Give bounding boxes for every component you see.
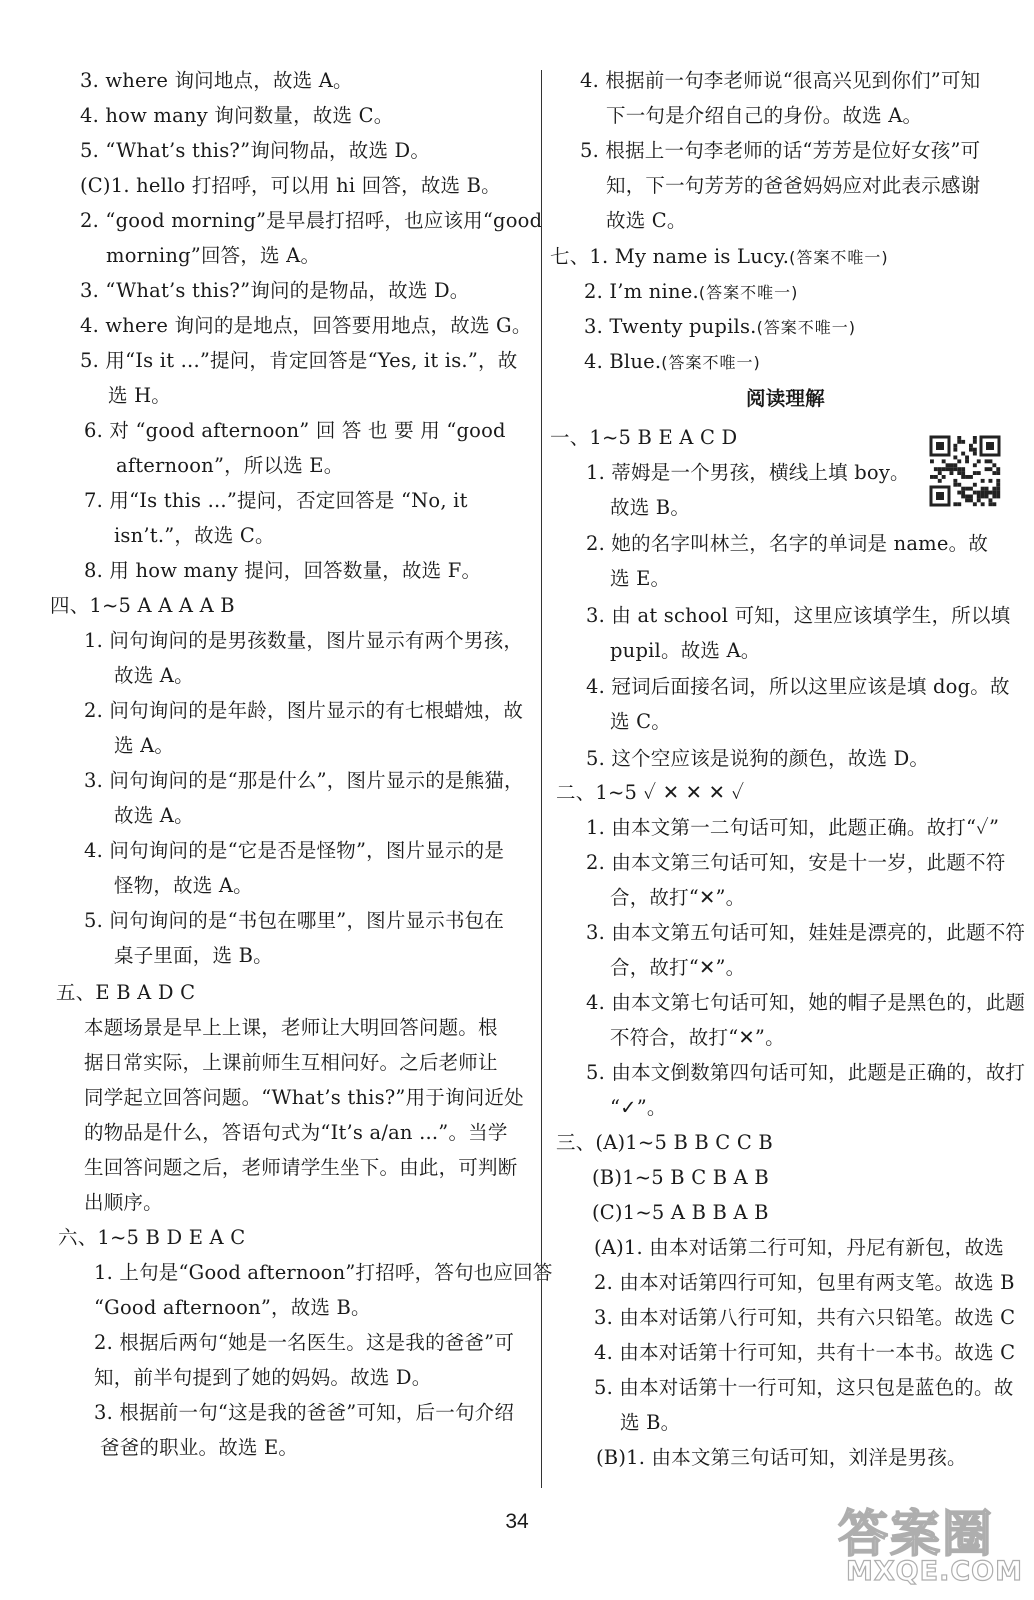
left-line-6: morning”回答，选 A。 — [106, 244, 321, 267]
left-line-34: 六、1~5 B D E A C — [58, 1226, 246, 1249]
handwritten-note: (答案不唯一) — [756, 318, 857, 337]
qr-module — [953, 444, 957, 448]
left-line-14: isn’t.”，故选 C。 — [114, 524, 275, 547]
right-line-23: 2. 由本文第三句话可知，安是十一岁，此题不符 — [586, 851, 1006, 874]
qr-module — [973, 471, 977, 475]
left-line-5: 2. “good morning”是早晨打招呼，也应该用“good — [80, 209, 543, 232]
qr-module — [996, 479, 1000, 483]
qr-module — [961, 452, 965, 456]
qr-module — [930, 475, 934, 479]
qr-module — [957, 436, 961, 440]
left-line-40: 爸爸的职业。故选 E。 — [100, 1436, 299, 1459]
qr-module — [942, 459, 946, 463]
left-line-8: 4. where 询问的是地点，回答要用地点，故选 G。 — [80, 314, 532, 337]
left-line-30: 同学起立回答问题。“What’s this?”用于询问近处 — [84, 1086, 524, 1109]
qr-module — [973, 440, 977, 444]
qr-module — [989, 459, 993, 463]
right-line-35: 2. 由本对话第四行可知，包里有两支笔。故选 B — [594, 1271, 1015, 1294]
right-line-3: 5. 根据上一句李老师的话“芳芳是位好女孩”可 — [580, 139, 981, 162]
qr-module — [989, 498, 993, 502]
left-line-11: 6. 对 “good afternoon” 回 答 也 要 用 “good — [84, 419, 506, 442]
left-line-20: 选 A。 — [114, 734, 175, 757]
qr-module — [973, 463, 977, 467]
qr-module — [985, 487, 989, 491]
qr-module — [985, 495, 989, 499]
qr-module — [953, 456, 957, 460]
qr-module — [973, 436, 977, 440]
qr-module — [969, 448, 973, 452]
qr-module — [950, 463, 954, 467]
qr-module — [977, 498, 981, 502]
right-line-7: 2. I’m nine.(答案不唯一) — [584, 280, 799, 303]
left-line-23: 4. 问句询问的是“它是否是怪物”，图片显示的是 — [84, 839, 505, 862]
left-line-38: 知，前半句提到了她的妈妈。故选 D。 — [94, 1366, 432, 1389]
qr-module — [985, 459, 989, 463]
qr-module — [981, 491, 985, 495]
right-line-8: 3. Twenty pupils.(答案不唯一) — [584, 315, 857, 338]
qr-module — [973, 483, 977, 487]
qr-module — [996, 467, 1000, 471]
left-line-31: 的物品是什么，答语句式为“It’s a/an ...”。当学 — [84, 1121, 508, 1144]
left-line-22: 故选 A。 — [114, 804, 194, 827]
qr-module — [965, 475, 969, 479]
qr-module — [953, 483, 957, 487]
watermark-url: MXQE.COM — [846, 1556, 1023, 1587]
right-line-30: “✓”。 — [610, 1096, 667, 1119]
qr-module — [992, 491, 996, 495]
qr-module — [992, 471, 996, 475]
qr-module — [996, 471, 1000, 475]
qr-module — [942, 467, 946, 471]
left-line-13: 7. 用“Is this ...”提问，否定回答是 “No, it — [84, 489, 468, 512]
qr-module — [989, 479, 993, 483]
qr-module — [992, 463, 996, 467]
qr-module — [946, 467, 950, 471]
watermark-text: 答案圈 — [838, 1505, 994, 1563]
handwritten-note: (答案不唯一) — [698, 283, 799, 302]
qr-module — [989, 502, 993, 506]
qr-module — [950, 467, 954, 471]
left-line-12: afternoon”，所以选 E。 — [116, 454, 344, 477]
qr-module — [942, 475, 946, 479]
qr-module — [953, 463, 957, 467]
left-line-9: 5. 用“Is it ...”提问，肯定回答是“Yes, it is.”，故 — [80, 349, 518, 372]
qr-module — [946, 463, 950, 467]
left-line-16: 四、1~5 A A A A B — [50, 594, 235, 617]
right-line-33: (C)1~5 A B B A B — [592, 1201, 769, 1224]
qr-module — [957, 459, 961, 463]
left-line-25: 5. 问句询问的是“书包在哪里”，图片显示书包在 — [84, 909, 505, 932]
qr-module — [965, 456, 969, 460]
qr-module — [981, 502, 985, 506]
qr-module — [977, 495, 981, 499]
qr-code-icon[interactable] — [928, 434, 1002, 508]
right-line-21: 二、1~5 ✓ ✕ ✕ ✕ ✓ — [556, 781, 745, 804]
qr-module — [989, 491, 993, 495]
column-divider — [541, 70, 542, 1488]
left-line-7: 3. “What’s this?”询问的是物品，故选 D。 — [80, 279, 470, 302]
right-line-6: 七、1. My name is Lucy.(答案不唯一) — [550, 245, 889, 268]
left-line-32: 生回答问题之后，老师请学生坐下。由此，可判断 — [84, 1156, 518, 1179]
qr-module — [992, 502, 996, 506]
qr-module — [957, 483, 961, 487]
left-line-17: 1. 问句询问的是男孩数量，图片显示有两个男孩， — [84, 629, 524, 652]
qr-module — [996, 483, 1000, 487]
qr-module — [938, 471, 942, 475]
qr-module — [985, 491, 989, 495]
left-line-4: (C)1. hello 打招呼，可以用 hi 回答，故选 B。 — [80, 174, 501, 197]
left-line-28: 本题场景是早上上课，老师让大明回答问题。根 — [84, 1016, 498, 1039]
left-line-19: 2. 问句询问的是年龄，图片显示的有七根蜡烛，故 — [84, 699, 524, 722]
left-line-21: 3. 问句询问的是“那是什么”，图片显示的是熊猫， — [84, 769, 524, 792]
qr-module — [969, 495, 973, 499]
right-line-22: 1. 由本文第一二句话可知，此题正确。故打“✓” — [586, 816, 1000, 839]
right-column — [550, 64, 1034, 1504]
qr-module — [961, 471, 965, 475]
right-line-12: 1. 蒂姆是一个男孩，横线上填 boy。 — [586, 461, 910, 484]
qr-module — [953, 502, 957, 506]
qr-module — [953, 448, 957, 452]
left-line-1: 3. where 询问地点，故选 A。 — [80, 69, 353, 92]
right-line-40: (B)1. 由本文第三句话可知，刘洋是男孩。 — [596, 1446, 967, 1469]
qr-module — [996, 491, 1000, 495]
right-line-14: 2. 她的名字叫林兰，名字的单词是 name。故 — [586, 532, 989, 555]
right-line-27: 4. 由本文第七句话可知，她的帽子是黑色的，此题 — [586, 991, 1026, 1014]
left-line-35: 1. 上句是“Good afternoon”打招呼，答句也应回答 — [94, 1261, 553, 1284]
qr-module — [973, 452, 977, 456]
right-line-9: 4. Blue.(答案不唯一) — [584, 350, 761, 373]
right-line-18: 4. 冠词后面接名词，所以这里应该是填 dog。故 — [586, 675, 1010, 698]
right-line-13: 故选 B。 — [610, 496, 691, 519]
qr-module — [957, 467, 961, 471]
right-line-29: 5. 由本文倒数第四句话可知，此题是正确的，故打 — [586, 1061, 1026, 1084]
qr-module — [957, 471, 961, 475]
qr-module — [965, 498, 969, 502]
right-line-36: 3. 由本对话第八行可知，共有六只铅笔。故选 C — [594, 1306, 1016, 1329]
left-line-10: 选 H。 — [108, 384, 172, 407]
qr-module — [965, 495, 969, 499]
qr-module — [961, 467, 965, 471]
right-line-20: 5. 这个空应该是说狗的颜色，故选 D。 — [586, 747, 930, 770]
left-line-36: “Good afternoon”，故选 B。 — [94, 1296, 371, 1319]
qr-module — [973, 448, 977, 452]
left-line-2: 4. how many 询问数量，故选 C。 — [80, 104, 394, 127]
right-line-37: 4. 由本对话第十行可知，共有十一本书。故选 C — [594, 1341, 1016, 1364]
qr-module — [981, 495, 985, 499]
left-line-27: 五、E B A D C — [56, 981, 196, 1004]
left-line-15: 8. 用 how many 提问，回答数量，故选 F。 — [84, 559, 482, 582]
qr-module — [950, 471, 954, 475]
right-line-4: 知，下一句芳芳的爸爸妈妈应对此表示感谢 — [606, 174, 981, 197]
qr-module — [969, 444, 973, 448]
page-number: 34 — [505, 1510, 529, 1533]
left-line-29: 据日常实际，上课前师生互相问好。之后老师让 — [84, 1051, 498, 1074]
right-line-15: 选 E。 — [610, 567, 671, 590]
qr-module — [973, 502, 977, 506]
qr-module — [938, 479, 942, 483]
right-line-25: 3. 由本文第五句话可知，娃娃是漂亮的，此题不符 — [586, 921, 1026, 944]
qr-module — [969, 475, 973, 479]
qr-module — [930, 459, 934, 463]
right-line-11: 一、1~5 B E A C D — [550, 426, 738, 449]
left-line-37: 2. 根据后两句“她是一名医生。这是我的爸爸”可 — [94, 1331, 515, 1354]
qr-module — [989, 467, 993, 471]
right-line-34: (A)1. 由本对话第二行可知，丹尼有新包，故选 — [594, 1236, 1004, 1259]
left-line-3: 5. “What’s this?”询问物品，故选 D。 — [80, 139, 431, 162]
qr-module — [977, 459, 981, 463]
left-line-18: 故选 A。 — [114, 664, 194, 687]
qr-module — [981, 479, 985, 483]
right-line-2: 下一句是介绍自己的身份。故选 A。 — [606, 104, 923, 127]
right-line-32: (B)1~5 B C B A B — [592, 1166, 769, 1189]
qr-module — [961, 487, 965, 491]
handwritten-note: (答案不唯一) — [661, 353, 761, 372]
right-line-24: 合，故打“✕”。 — [610, 886, 746, 909]
qr-module — [977, 491, 981, 495]
qr-module — [953, 479, 957, 483]
right-line-1: 4. 根据前一句李老师说“很高兴见到你们”可知 — [580, 69, 981, 92]
qr-module — [977, 471, 981, 475]
qr-module — [996, 495, 1000, 499]
qr-module — [957, 502, 961, 506]
right-line-26: 合，故打“✕”。 — [610, 956, 746, 979]
right-line-19: 选 C。 — [610, 710, 671, 733]
right-line-31: 三、(A)1~5 B B C C B — [556, 1131, 773, 1154]
qr-module — [992, 495, 996, 499]
qr-module — [965, 487, 969, 491]
qr-module — [953, 467, 957, 471]
qr-module — [981, 487, 985, 491]
left-line-39: 3. 根据前一句“这是我的爸爸”可知，后一句介绍 — [94, 1401, 515, 1424]
qr-module — [969, 487, 973, 491]
qr-module — [934, 475, 938, 479]
qr-module — [992, 487, 996, 491]
left-line-24: 怪物，故选 A。 — [114, 874, 253, 897]
qr-module — [957, 440, 961, 444]
qr-module — [965, 459, 969, 463]
qr-module — [969, 498, 973, 502]
qr-module — [973, 491, 977, 495]
qr-module — [957, 491, 961, 495]
right-line-39: 选 B。 — [620, 1411, 681, 1434]
right-line-17: pupil。故选 A。 — [610, 639, 761, 662]
right-line-16: 3. 由 at school 可知，这里应该填学生，所以填 — [586, 604, 1011, 627]
right-line-5: 故选 C。 — [606, 209, 687, 232]
qr-module — [996, 487, 1000, 491]
qr-module — [961, 495, 965, 499]
right-line-28: 不符合，故打“✕”。 — [610, 1026, 785, 1049]
qr-module — [961, 440, 965, 444]
watermark-logo — [832, 1490, 1032, 1600]
left-line-26: 桌子里面，选 B。 — [114, 944, 273, 967]
section-title-reading: 阅读理解 — [746, 387, 825, 410]
handwritten-note: (答案不唯一) — [789, 248, 889, 267]
right-line-38: 5. 由本对话第十一行可知，这只包是蓝色的。故 — [594, 1376, 1014, 1399]
qr-module — [934, 467, 938, 471]
qr-module — [985, 467, 989, 471]
left-line-33: 出顺序。 — [84, 1191, 163, 1214]
qr-module — [938, 467, 942, 471]
qr-module — [961, 491, 965, 495]
qr-module — [961, 475, 965, 479]
